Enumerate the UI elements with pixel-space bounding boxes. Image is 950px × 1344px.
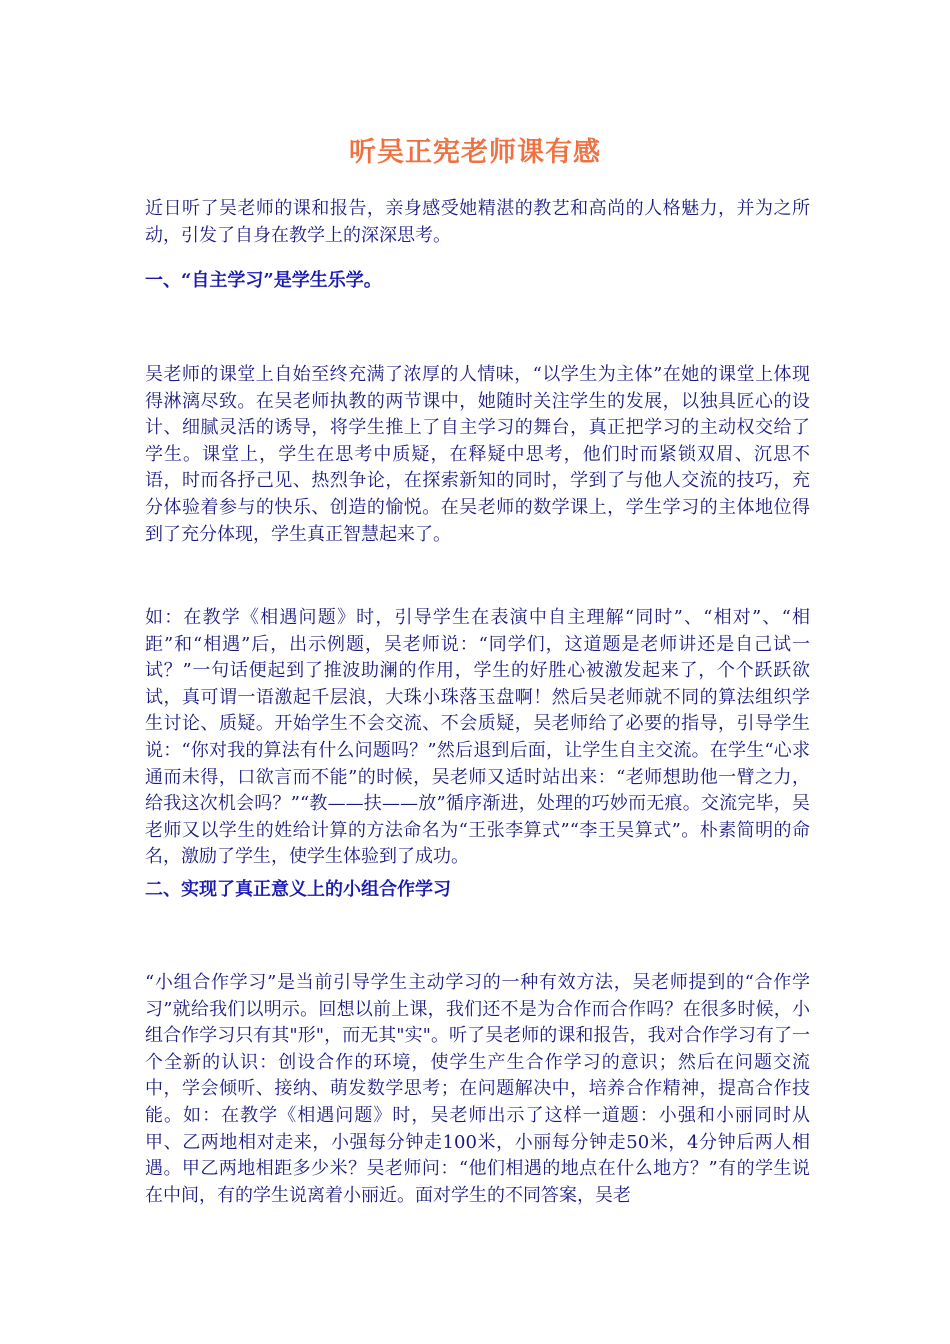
section2-paragraph-1: “小组合作学习”是当前引导学生主动学习的一种有效方法，吴老师提到的“合作学习”就给我们以明示。回想以前上课，我们还不是为合作而合作吗？在很多时候，小组合作学习只有其"形"，而无其"实"。听了吴老师的课和报告，我对合作学习有了一个全新的认识：创设合作的环境，使学生产生合作学习的意识；然后在问题交流中，学会倾听、接纳、萌发数学思考；在问题解决中，培养合作精神，提高合作技能。如：在教学《相遇问题》时，吴老师出示了这样一道题：小强和小丽同时从甲、乙两地相对走来，小强每分钟走100米，小丽每分钟走50米，4分钟后两人相遇。甲乙两地相距多少米？吴老师问：“他们相遇的地点在什么地方？”有的学生说在中间，有的学生说离着小丽近。面对学生的不同答案，吴老 [145,972,810,1206]
document-title: 听吴正宪老师课有感 [349,137,601,168]
section-heading-1: 一、“自主学习”是学生乐学。 [145,270,382,291]
section1-paragraph-1: 吴老师的课堂上自始至终充满了浓厚的人情味，“以学生为主体”在她的课堂上体现得淋漓尽致。在吴老师执教的两节课中，她随时关注学生的发展，以独具匠心的设计、细腻灵活的诱导，将学生推上了自主学习的舞台，真正把学习的主动权交给了学生。课堂上，学生在思考中质疑，在释疑中思考，他们时而紧锁双眉、沉思不语，时而各抒己见、热烈争论，在探索新知的同时，学到了与他人交流的技巧，充分体验着参与的快乐、创造的愉悦。在吴老师的数学课上，学生学习的主体地位得到了充分体现，学生真正智慧起来了。 [145,364,810,545]
section1-paragraph-2: 如：在教学《相遇问题》时，引导学生在表演中自主理解“同时”、“相对”、“相距”和“相遇”后，出示例题，吴老师说：“同学们，这道题是老师讲还是自己试一试？”一句话便起到了推波助澜的作用，学生的好胜心被激发起来了，个个跃跃欲试，真可谓一语激起千层浪，大珠小珠落玉盘啊！然后吴老师就不同的算法组织学生讨论、质疑。开始学生不会交流、不会质疑，吴老师给了必要的指导，引导学生说：“你对我的算法有什么问题吗？”然后退到后面，让学生自主交流。在学生“心求通而未得，口欲言而不能”的时候，吴老师又适时站出来：“老师想助他一臂之力，给我这次机会吗？”“教——扶——放”循序渐进，处理的巧妙而无痕。交流完毕，吴老师又以学生的姓给计算的方法命名为“王张李算式”“李王吴算式”。朴素简明的命名，激励了学生，使学生体验到了成功。 [145,607,810,868]
intro-paragraph: 近日听了吴老师的课和报告，亲身感受她精湛的教艺和高尚的人格魅力，并为之所动，引发了自身在教学上的深深思考。 [145,198,810,246]
section-heading-2: 二、实现了真正意义上的小组合作学习 [145,879,451,900]
